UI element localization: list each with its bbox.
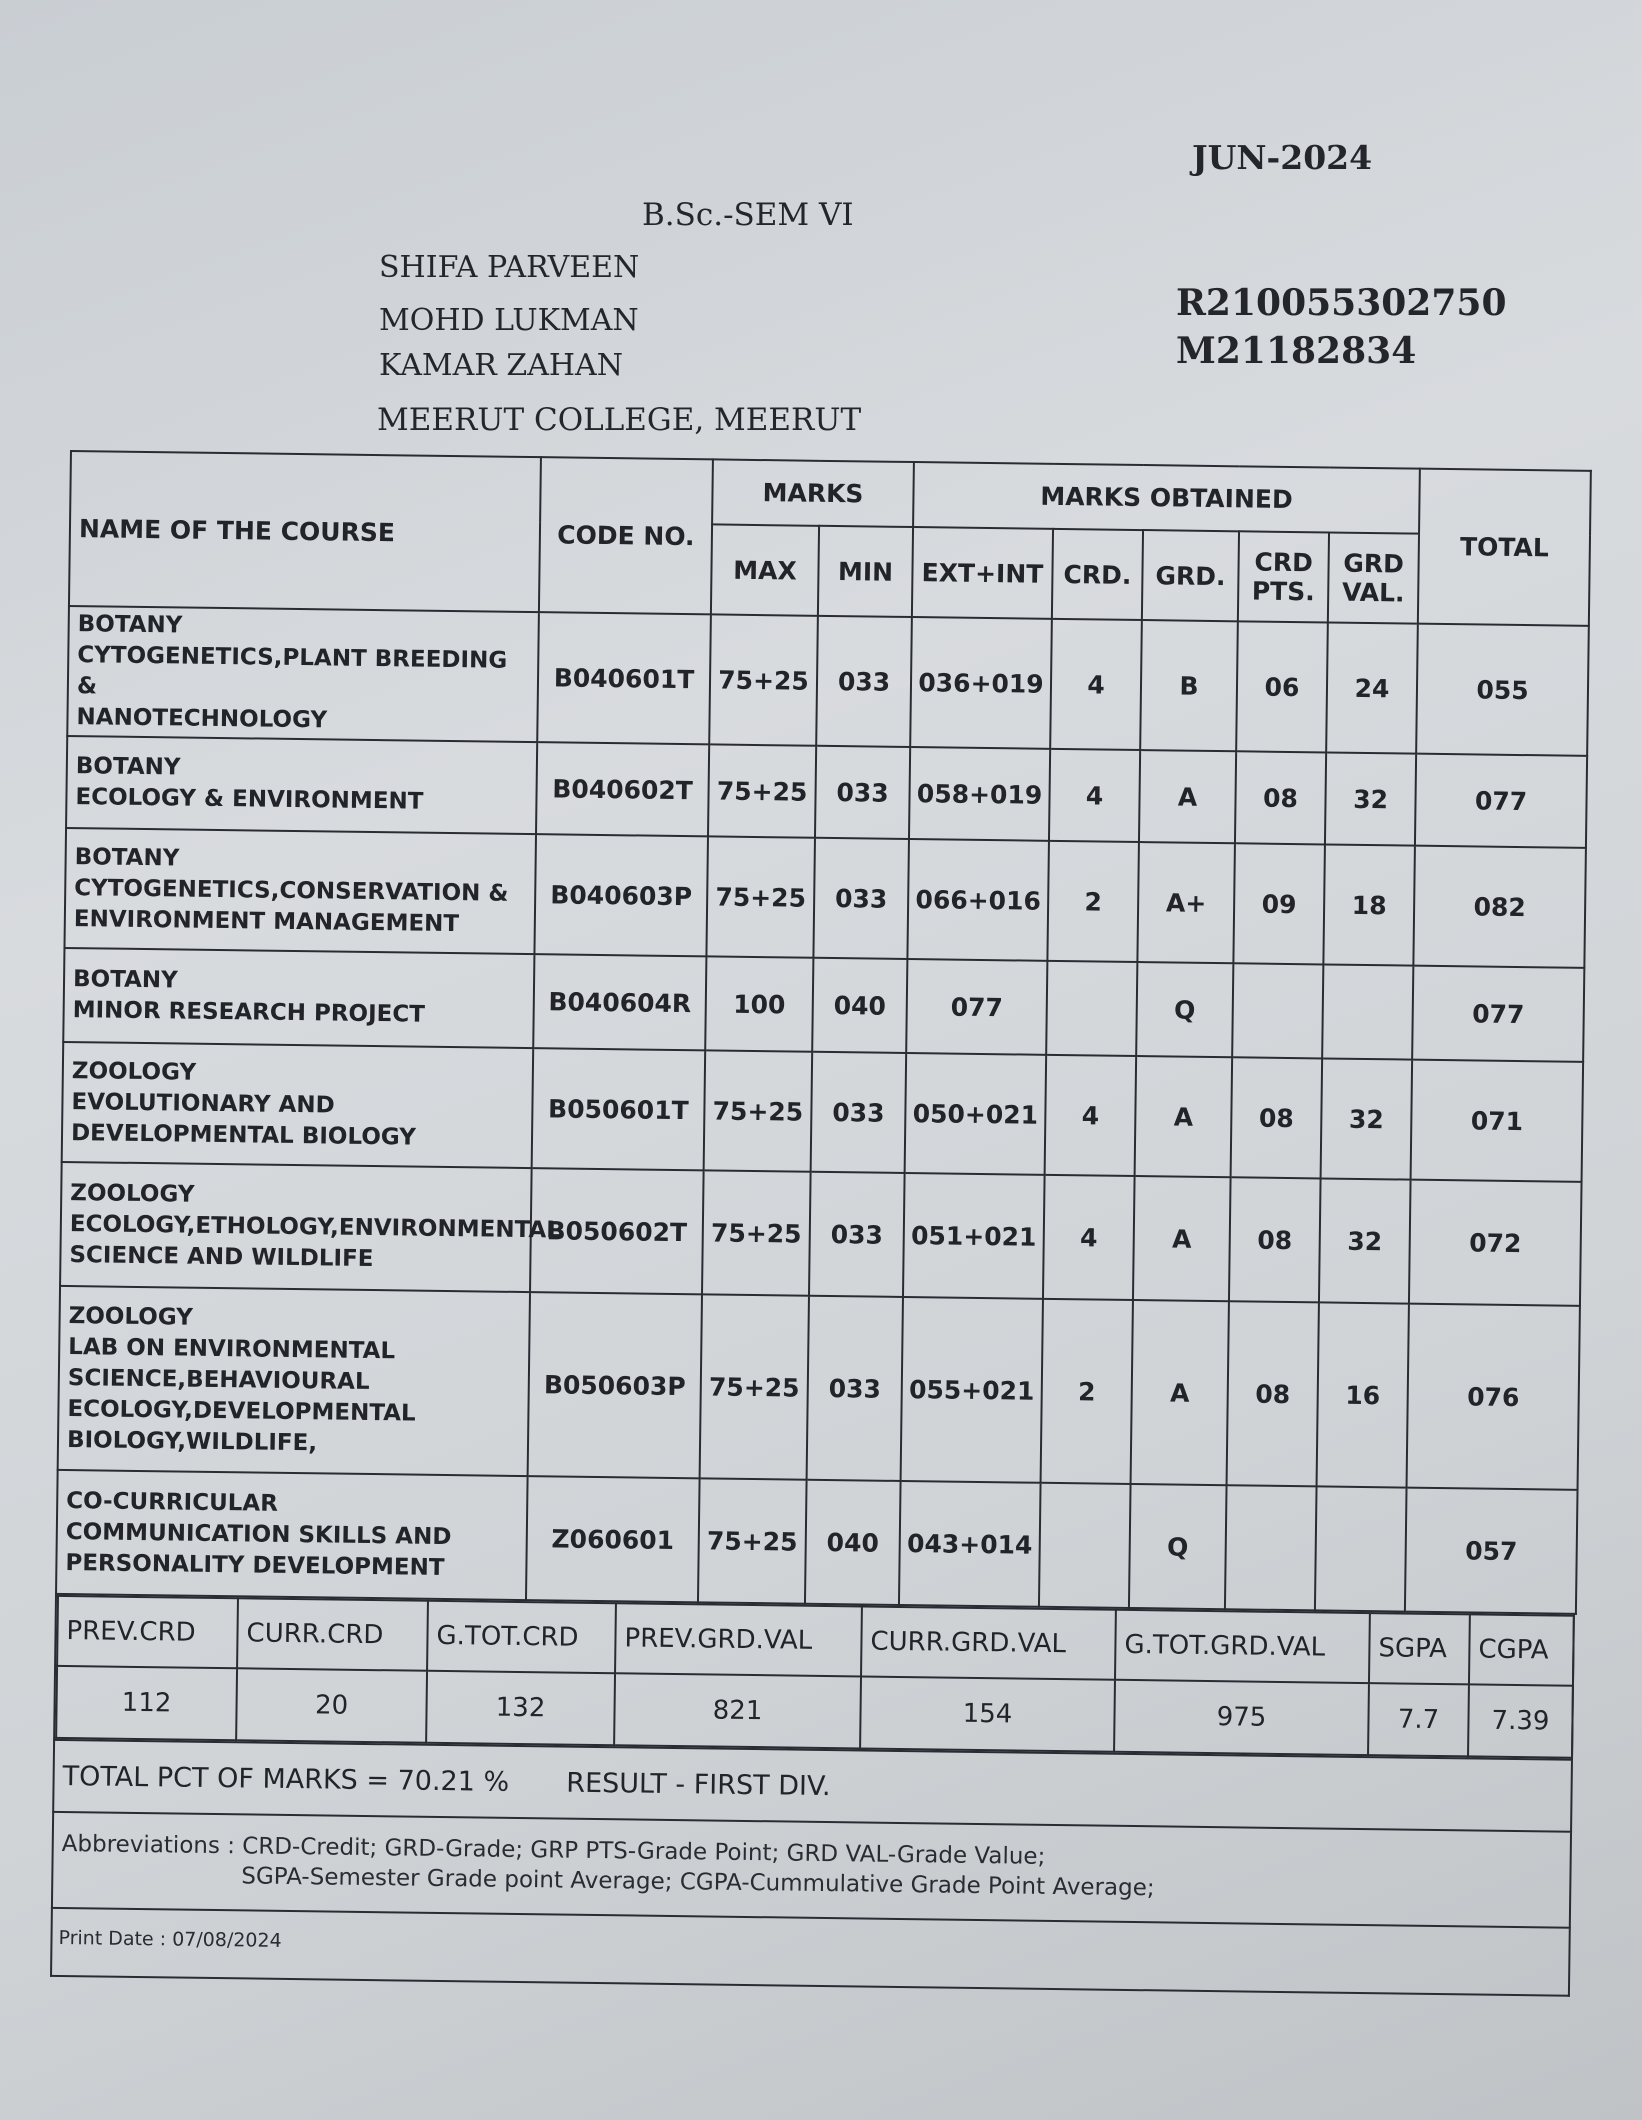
header-grd-val: GRD VAL.	[1328, 532, 1419, 623]
label-prev-crd: PREV.CRD	[57, 1596, 238, 1668]
grd-cell: A+	[1137, 842, 1235, 963]
table-row	[64, 828, 1586, 968]
label-gtot-grd-val: G.TOT.GRD.VAL	[1115, 1610, 1370, 1683]
header-total: TOTAL	[1418, 469, 1591, 626]
label-sgpa: SGPA	[1369, 1613, 1470, 1684]
total-cell: 076	[1407, 1304, 1580, 1490]
min-cell: 033	[807, 1296, 903, 1481]
course-name-cell	[58, 1286, 530, 1476]
course-title-line: EVOLUTIONARY AND	[71, 1088, 335, 1119]
label-cgpa: CGPA	[1469, 1614, 1574, 1685]
course-subject: ZOOLOGY	[70, 1179, 195, 1208]
grd-val-cell: 24	[1326, 622, 1418, 753]
grd-cell: Q	[1136, 962, 1233, 1057]
crd-cell: 4	[1050, 619, 1142, 750]
max-cell: 75+25	[706, 836, 815, 957]
course-title-line: ECOLOGY & ENVIRONMENT	[75, 784, 424, 815]
course-subject: BOTANY	[75, 753, 181, 781]
course-title-line: COMMUNICATION SKILLS AND	[65, 1518, 452, 1550]
value-sgpa: 7.7	[1368, 1683, 1469, 1756]
college-name: MEERUT COLLEGE, MEERUT	[377, 402, 862, 438]
value-cgpa: 7.39	[1468, 1684, 1573, 1757]
grd-cell: A	[1133, 1176, 1231, 1301]
total-cell: 077	[1412, 966, 1584, 1062]
header-min: MIN	[818, 526, 913, 617]
course-title-line: ENVIRONMENT MANAGEMENT	[73, 905, 460, 937]
roll-number: R210055302750	[1176, 282, 1507, 324]
total-cell: 072	[1409, 1180, 1582, 1306]
value-prev-crd: 112	[56, 1666, 237, 1740]
table-row	[58, 1286, 1580, 1490]
grd-cell: B	[1140, 620, 1238, 751]
total-cell: 057	[1405, 1488, 1578, 1614]
course-subject: ZOOLOGY	[68, 1302, 194, 1331]
course-title-line: DEVELOPMENTAL BIOLOGY	[70, 1119, 417, 1151]
ext-int-cell: 043+014	[899, 1481, 1041, 1607]
course-title-line: ECOLOGY,ETHOLOGY,ENVIRONMENTAL	[69, 1210, 562, 1243]
course-semester: B.Sc.-SEM VI	[642, 197, 854, 233]
code-cell: B050603P	[528, 1292, 702, 1478]
code-cell: Z060601	[526, 1476, 700, 1602]
grd-val-cell: 32	[1319, 1178, 1411, 1303]
code-cell: B040601T	[537, 612, 711, 744]
ext-int-cell: 051+021	[903, 1173, 1045, 1299]
table-row	[62, 1042, 1584, 1182]
value-prev-grd-val: 821	[614, 1673, 861, 1748]
total-cell: 071	[1411, 1060, 1584, 1182]
value-curr-crd: 20	[236, 1668, 427, 1742]
grd-cell: A	[1135, 1056, 1233, 1177]
header-max: MAX	[711, 524, 819, 615]
value-curr-grd-val: 154	[860, 1676, 1115, 1751]
max-cell: 75+25	[709, 614, 818, 745]
course-title-line: PERSONALITY DEVELOPMENT	[65, 1549, 445, 1581]
course-name-cell	[67, 606, 539, 742]
course-name-cell	[66, 736, 537, 834]
crd-pts-cell: 08	[1231, 1057, 1323, 1178]
label-curr-grd-val: CURR.GRD.VAL	[861, 1606, 1116, 1679]
value-gtot-crd: 132	[426, 1671, 615, 1745]
crd-cell: 2	[1047, 841, 1139, 962]
min-cell: 033	[809, 1172, 905, 1297]
code-cell: B050602T	[530, 1168, 704, 1294]
ext-int-cell: 066+016	[907, 839, 1049, 961]
crd-cell	[1046, 961, 1137, 1056]
course-title-line: SCIENCE,BEHAVIOURAL	[67, 1364, 370, 1395]
min-cell: 033	[813, 838, 909, 959]
header-code: CODE NO.	[539, 457, 713, 614]
crd-cell: 2	[1041, 1299, 1133, 1484]
grd-val-cell	[1315, 1486, 1407, 1611]
abbreviations-line: Abbreviations : CRD-Credit; GRD-Grade; GRP PTS-Grade Point; GRD VAL-Grade Value;	[61, 1831, 1046, 1870]
max-cell: 100	[705, 956, 813, 1051]
total-cell: 055	[1416, 624, 1589, 756]
print-date: Print Date : 07/08/2024	[50, 1909, 1571, 1997]
course-title-line: SCIENCE AND WILDLIFE	[69, 1241, 374, 1272]
grd-cell: A	[1131, 1300, 1229, 1485]
abbreviations-line: SGPA-Semester Grade point Average; CGPA-Cummulative Grade Point Average;	[241, 1863, 1155, 1902]
course-name-cell	[63, 948, 534, 1048]
value-gtot-grd-val: 975	[1114, 1680, 1369, 1755]
min-cell: 033	[815, 746, 910, 839]
max-cell: 75+25	[708, 744, 816, 837]
total-percentage: TOTAL PCT OF MARKS = 70.21 %	[62, 1761, 510, 1798]
grd-cell: Q	[1129, 1484, 1227, 1609]
spacer	[518, 1791, 558, 1792]
header-crd: CRD.	[1052, 529, 1143, 620]
crd-cell: 4	[1049, 749, 1140, 842]
label-gtot-crd: G.TOT.CRD	[427, 1601, 616, 1673]
crd-pts-cell: 08	[1227, 1301, 1319, 1486]
exam-month: JUN-2024	[1192, 138, 1373, 177]
code-cell: B040604R	[533, 954, 706, 1050]
header-grd: GRD.	[1142, 530, 1239, 621]
course-title-line: ECOLOGY,DEVELOPMENTAL	[67, 1395, 416, 1427]
header-marks: MARKS	[712, 459, 914, 527]
crd-pts-cell: 08	[1235, 751, 1326, 844]
grd-val-cell: 32	[1325, 752, 1416, 845]
code-cell: B040602T	[536, 742, 709, 836]
marks-sheet	[50, 450, 1590, 1997]
course-title-line: LAB ON ENVIRONMENTAL	[68, 1333, 396, 1364]
ext-int-cell: 050+021	[905, 1053, 1047, 1175]
header-ext-int: EXT+INT	[912, 527, 1053, 619]
label-curr-crd: CURR.CRD	[237, 1598, 428, 1670]
course-name-cell	[62, 1042, 534, 1168]
ext-int-cell: 077	[906, 959, 1047, 1055]
course-title-line: BIOLOGY,WILDLIFE,	[66, 1426, 318, 1456]
course-title-line: MINOR RESEARCH PROJECT	[72, 997, 426, 1028]
ext-int-cell: 055+021	[901, 1297, 1043, 1483]
max-cell: 75+25	[704, 1050, 813, 1171]
min-cell: 040	[812, 958, 907, 1053]
table-row	[56, 1470, 1578, 1614]
header-marks-obtained: MARKS OBTAINED	[913, 462, 1420, 534]
course-subject: BOTANY	[72, 966, 178, 994]
crd-cell: 4	[1045, 1055, 1137, 1176]
table-row	[67, 606, 1589, 756]
max-cell: 75+25	[700, 1294, 809, 1479]
min-cell: 033	[811, 1052, 907, 1173]
crd-pts-cell	[1232, 963, 1323, 1058]
max-cell: 75+25	[702, 1170, 811, 1295]
header-crd-pts: CRD PTS.	[1238, 531, 1329, 622]
mother-name: KAMAR ZAHAN	[379, 348, 623, 383]
code-cell: B040603P	[534, 834, 708, 956]
course-title-line: CYTOGENETICS,CONSERVATION &	[74, 874, 509, 907]
header-course-name: NAME OF THE COURSE	[69, 451, 541, 612]
crd-pts-cell: 06	[1236, 621, 1328, 752]
course-name-cell	[60, 1162, 562, 1292]
crd-cell: 4	[1043, 1175, 1135, 1300]
label-prev-grd-val: PREV.GRD.VAL	[615, 1603, 862, 1676]
min-cell: 033	[816, 616, 912, 747]
course-name-cell	[56, 1470, 528, 1600]
course-subject: BOTANY	[74, 843, 180, 871]
student-name: SHIFA PARVEEN	[379, 250, 640, 285]
course-title-line: CYTOGENETICS,PLANT BREEDING &	[76, 642, 508, 700]
course-subject: ZOOLOGY	[71, 1057, 197, 1086]
enrollment-number: M21182834	[1176, 330, 1417, 372]
grd-cell: A	[1139, 750, 1236, 843]
code-cell: B050601T	[532, 1048, 706, 1170]
ext-int-cell: 036+019	[910, 617, 1052, 749]
crd-pts-cell: 08	[1229, 1177, 1321, 1302]
course-subject: BOTANY	[77, 611, 183, 639]
marks-table	[55, 450, 1592, 1615]
table-row	[60, 1162, 1582, 1306]
course-name-cell	[64, 828, 536, 954]
father-name: MOHD LUKMAN	[379, 303, 639, 338]
result-division: RESULT - FIRST DIV.	[566, 1767, 831, 1803]
crd-pts-cell: 09	[1233, 843, 1325, 964]
crd-pts-cell	[1225, 1485, 1317, 1610]
grd-val-cell: 32	[1321, 1058, 1413, 1179]
total-cell: 082	[1413, 846, 1586, 968]
course-subject: CO-CURRICULAR	[66, 1487, 279, 1517]
summary-table	[55, 1595, 1575, 1759]
grd-val-cell: 16	[1317, 1302, 1409, 1487]
credit-summary	[53, 1595, 1575, 1761]
total-cell: 077	[1415, 754, 1587, 848]
grd-val-cell: 18	[1323, 844, 1415, 965]
ext-int-cell: 058+019	[909, 747, 1050, 841]
grd-val-cell	[1322, 964, 1413, 1059]
max-cell: 75+25	[698, 1478, 807, 1603]
min-cell: 040	[805, 1480, 901, 1605]
crd-cell	[1039, 1483, 1131, 1608]
course-title-line: NANOTECHNOLOGY	[76, 704, 328, 734]
